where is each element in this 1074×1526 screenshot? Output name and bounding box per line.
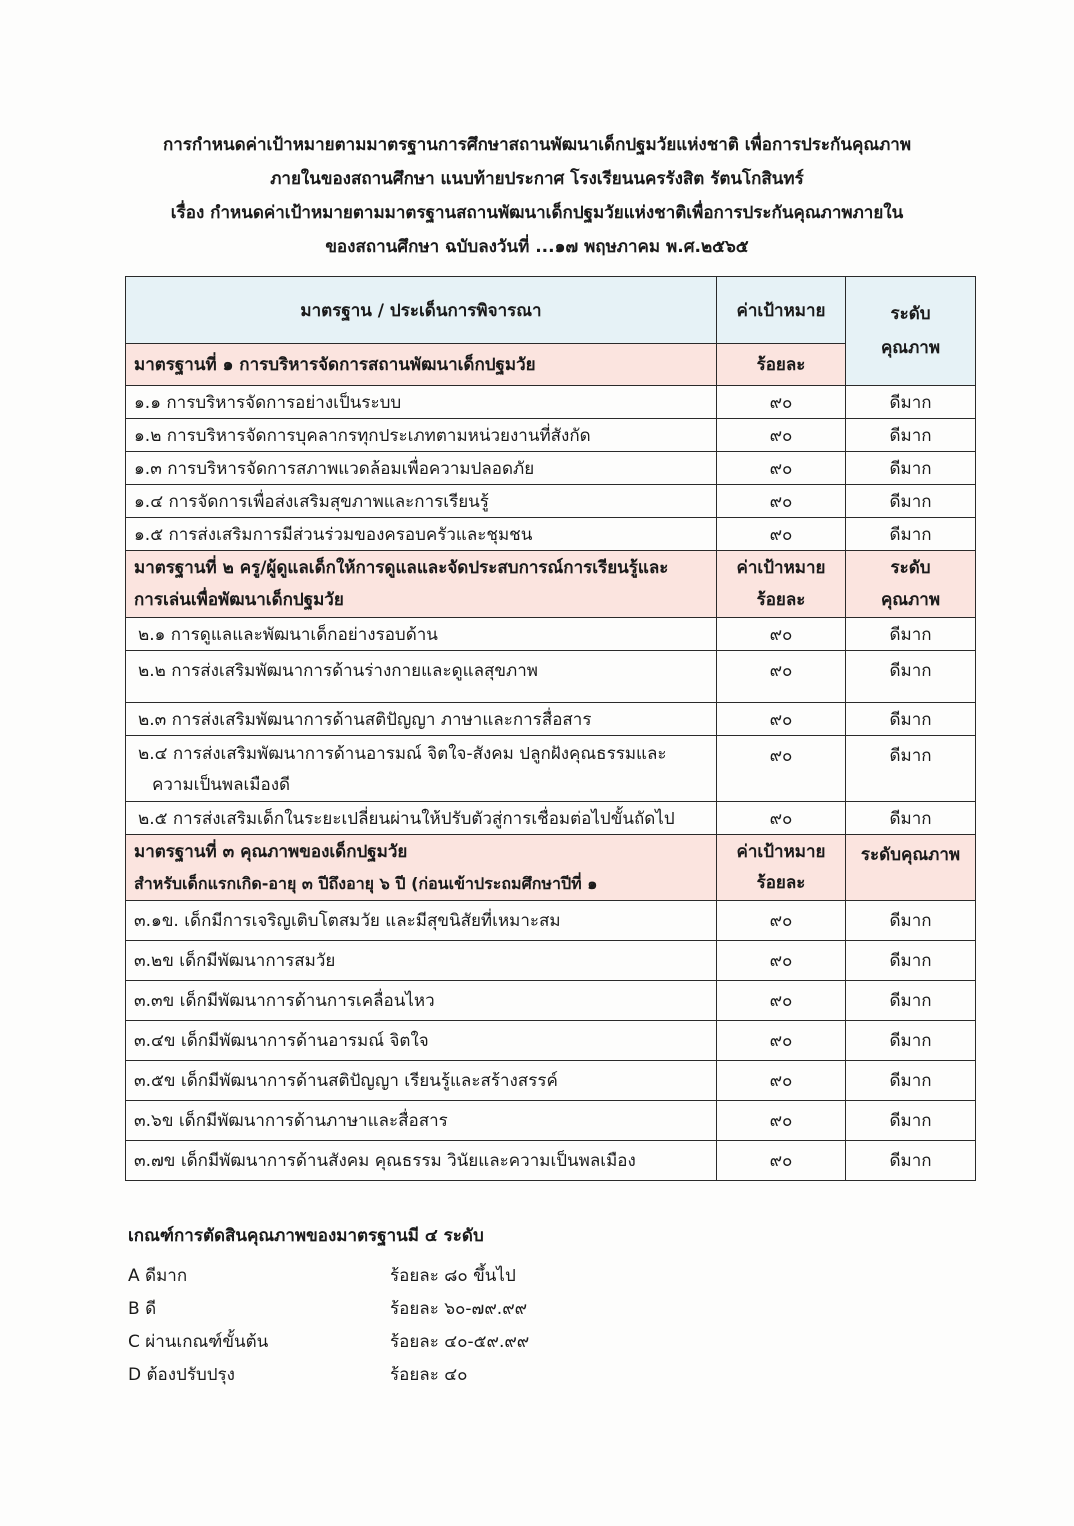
row-level: ดีมาก	[846, 1021, 976, 1061]
row-level: ดีมาก	[846, 518, 976, 551]
table-row	[126, 452, 976, 485]
table-header-row	[126, 277, 976, 344]
row-level: ดีมาก	[846, 901, 976, 941]
row-text: ๓.๕ข เด็กมีพัฒนาการด้านสติปัญญา เรียนรู้และสร้างสรรค์	[126, 1061, 717, 1101]
row-level: ดีมาก	[846, 651, 976, 703]
row-target: ๙๐	[717, 703, 846, 736]
standards-table	[125, 276, 976, 1181]
row-target: ๙๐	[717, 802, 846, 835]
table-row	[126, 618, 976, 651]
row-target: ๙๐	[717, 1141, 846, 1181]
header-level-text: ระดับ คุณภาพ	[880, 304, 941, 358]
table-row	[126, 651, 976, 703]
title-line: ของสถานศึกษา ฉบับลงวันที่ ...๑๗ พฤษภาคม พ.ศ.๒๕๖๕	[325, 237, 749, 257]
row-target: ๙๐	[717, 1101, 846, 1141]
row-level: ดีมาก	[846, 1101, 976, 1141]
table-row	[126, 703, 976, 736]
row-target: ๙๐	[717, 518, 846, 551]
document-title	[100, 128, 974, 264]
row-target: ๙๐	[717, 736, 846, 802]
section2-level	[846, 551, 976, 618]
section2-target-line2: ร้อยละ	[756, 590, 806, 610]
criteria-value: ร้อยละ ๔๐-๕๙.๙๙	[390, 1332, 530, 1352]
table-row	[126, 901, 976, 941]
row-text: ๒.๕ การส่งเสริมเด็กในระยะเปลี่ยนผ่านให้ปรับตัวสู่การเชื่อมต่อไปขั้นถัดไป	[126, 802, 717, 835]
criteria-row	[128, 1325, 688, 1358]
row-text: ๓.๔ข เด็กมีพัฒนาการด้านอารมณ์ จิตใจ	[126, 1021, 717, 1061]
row-level: ดีมาก	[846, 736, 976, 802]
row-text: ๒.๑ การดูแลและพัฒนาเด็กอย่างรอบด้าน	[126, 618, 717, 651]
row-level: ดีมาก	[846, 981, 976, 1021]
header-standard: มาตรฐาน / ประเด็นการพิจารณา	[126, 277, 717, 344]
section2-title-line2: การเล่นเพื่อพัฒนาเด็กปฐมวัย	[134, 590, 344, 610]
row-target: ๙๐	[717, 386, 846, 419]
row-level: ดีมาก	[846, 941, 976, 981]
title-line: การกำหนดค่าเป้าหมายตามมาตรฐานการศึกษาสถานพัฒนาเด็กปฐมวัยแห่งชาติ เพื่อการประกันคุณภาพ	[162, 135, 912, 155]
row-target: ๙๐	[717, 901, 846, 941]
section2-row	[126, 551, 976, 618]
table-row	[126, 1061, 976, 1101]
criteria-label: A ดีมาก	[128, 1266, 188, 1286]
row-target: ๙๐	[717, 981, 846, 1021]
row-text: ๑.๑ การบริหารจัดการอย่างเป็นระบบ	[126, 386, 717, 419]
row-text: ๓.๗ข เด็กมีพัฒนาการด้านสังคม คุณธรรม วินัยและความเป็นพลเมือง	[126, 1141, 717, 1181]
section2-title-line1: มาตรฐานที่ ๒ ครู/ผู้ดูแลเด็กให้การดูแลและจัดประสบการณ์การเรียนรู้และ	[134, 558, 669, 578]
row-text: ๒.๒ การส่งเสริมพัฒนาการด้านร่างกายและดูแลสุขภาพ	[126, 651, 717, 703]
section2-level-line2: คุณภาพ	[880, 590, 941, 610]
table-row	[126, 1101, 976, 1141]
row-target: ๙๐	[717, 419, 846, 452]
row-target: ๙๐	[717, 618, 846, 651]
row-level: ดีมาก	[846, 1061, 976, 1101]
criteria-row	[128, 1259, 688, 1292]
row-text: ๑.๒ การบริหารจัดการบุคลากรทุกประเภทตามหน่วยงานที่สังกัด	[126, 419, 717, 452]
row-target: ๙๐	[717, 1021, 846, 1061]
criteria-title: เกณฑ์การตัดสินคุณภาพของมาตรฐานมี ๔ ระดับ	[128, 1226, 484, 1246]
row-text: ๓.๒ข เด็กมีพัฒนาการสมวัย	[126, 941, 717, 981]
row-target: ๙๐	[717, 1061, 846, 1101]
row-target: ๙๐	[717, 651, 846, 703]
title-line: เรื่อง กำหนดค่าเป้าหมายตามมาตรฐานสถานพัฒนาเด็กปฐมวัยแห่งชาติเพื่อการประกันคุณภาพภายใน	[170, 203, 904, 223]
criteria-value: ร้อยละ ๖๐-๗๙.๙๙	[390, 1299, 528, 1319]
row-text: ๓.๖ข เด็กมีพัฒนาการด้านภาษาและสื่อสาร	[126, 1101, 717, 1141]
section2-target-line1: ค่าเป้าหมาย	[736, 558, 826, 578]
row-text: ๑.๔ การจัดการเพื่อส่งเสริมสุขภาพและการเรียนรู้	[126, 485, 717, 518]
section2-level-line1: ระดับ	[890, 558, 931, 578]
section3-title-line2: สำหรับเด็กแรกเกิด-อายุ ๓ ปีถึงอายุ ๖ ปี (ก่อนเข้าประถมศึกษาปีที่ ๑	[134, 873, 598, 893]
row-target: ๙๐	[717, 941, 846, 981]
row-text: ๒.๔ การส่งเสริมพัฒนาการด้านอารมณ์ จิตใจ-สังคม ปลูกฝังคุณธรรมและ	[138, 744, 667, 764]
criteria-row	[128, 1292, 688, 1325]
section2-target	[717, 551, 846, 618]
section3-target-line2: ร้อยละ	[756, 872, 806, 893]
criteria-label: B ดี	[128, 1299, 157, 1319]
section3-level: ระดับคุณภาพ	[846, 835, 976, 901]
criteria-value: ร้อยละ ๘๐ ขึ้นไป	[390, 1266, 516, 1286]
row-level: ดีมาก	[846, 703, 976, 736]
table-row	[126, 981, 976, 1021]
table-row	[126, 518, 976, 551]
table-row	[126, 419, 976, 452]
section3-row	[126, 835, 976, 901]
criteria-label: C ผ่านเกณฑ์ขั้นต้น	[128, 1332, 269, 1352]
row-text: ๓.๑ข. เด็กมีการเจริญเติบโตสมวัย และมีสุขนิสัยที่เหมาะสม	[126, 901, 717, 941]
section3-title-line1: มาตรฐานที่ ๓ คุณภาพของเด็กปฐมวัย	[134, 841, 408, 862]
row-level: ดีมาก	[846, 419, 976, 452]
row-text: ๓.๓ข เด็กมีพัฒนาการด้านการเคลื่อนไหว	[126, 981, 717, 1021]
section3-title	[126, 835, 717, 901]
row-level: ดีมาก	[846, 485, 976, 518]
row-text: ๑.๓ การบริหารจัดการสภาพแวดล้อมเพื่อความปลอดภัย	[126, 452, 717, 485]
row-level: ดีมาก	[846, 386, 976, 419]
section1-target: ร้อยละ	[717, 344, 846, 386]
table-row	[126, 802, 976, 835]
row-text-multiline	[126, 736, 717, 802]
table-row	[126, 941, 976, 981]
row-level: ดีมาก	[846, 1141, 976, 1181]
criteria-label: D ต้องปรับปรุง	[128, 1365, 235, 1385]
section1-title: มาตรฐานที่ ๑ การบริหารจัดการสถานพัฒนาเด็กปฐมวัย	[126, 344, 717, 386]
title-line: ภายในของสถานศึกษา แนบท้ายประกาศ โรงเรียนนครรังสิต รัตนโกสินทร์	[270, 169, 804, 189]
table-row	[126, 736, 976, 802]
row-text: ๑.๕ การส่งเสริมการมีส่วนร่วมของครอบครัวและชุมชน	[126, 518, 717, 551]
row-level: ดีมาก	[846, 802, 976, 835]
table-row	[126, 485, 976, 518]
row-level: ดีมาก	[846, 618, 976, 651]
criteria-value: ร้อยละ ๔๐	[390, 1365, 468, 1385]
row-text-continued: ความเป็นพลเมืองดี	[152, 775, 291, 795]
header-level	[846, 277, 976, 386]
table-row	[126, 1021, 976, 1061]
section3-target-line1: ค่าเป้าหมาย	[736, 841, 826, 862]
table-row	[126, 1141, 976, 1181]
criteria-row	[128, 1358, 688, 1391]
row-level: ดีมาก	[846, 452, 976, 485]
section3-target	[717, 835, 846, 901]
table-row	[126, 386, 976, 419]
row-target: ๙๐	[717, 452, 846, 485]
row-text: ๒.๓ การส่งเสริมพัฒนาการด้านสติปัญญา ภาษาและการสื่อสาร	[126, 703, 717, 736]
row-target: ๙๐	[717, 485, 846, 518]
header-target: ค่าเป้าหมาย	[717, 277, 846, 344]
quality-criteria	[128, 1222, 688, 1391]
section2-title	[126, 551, 717, 618]
